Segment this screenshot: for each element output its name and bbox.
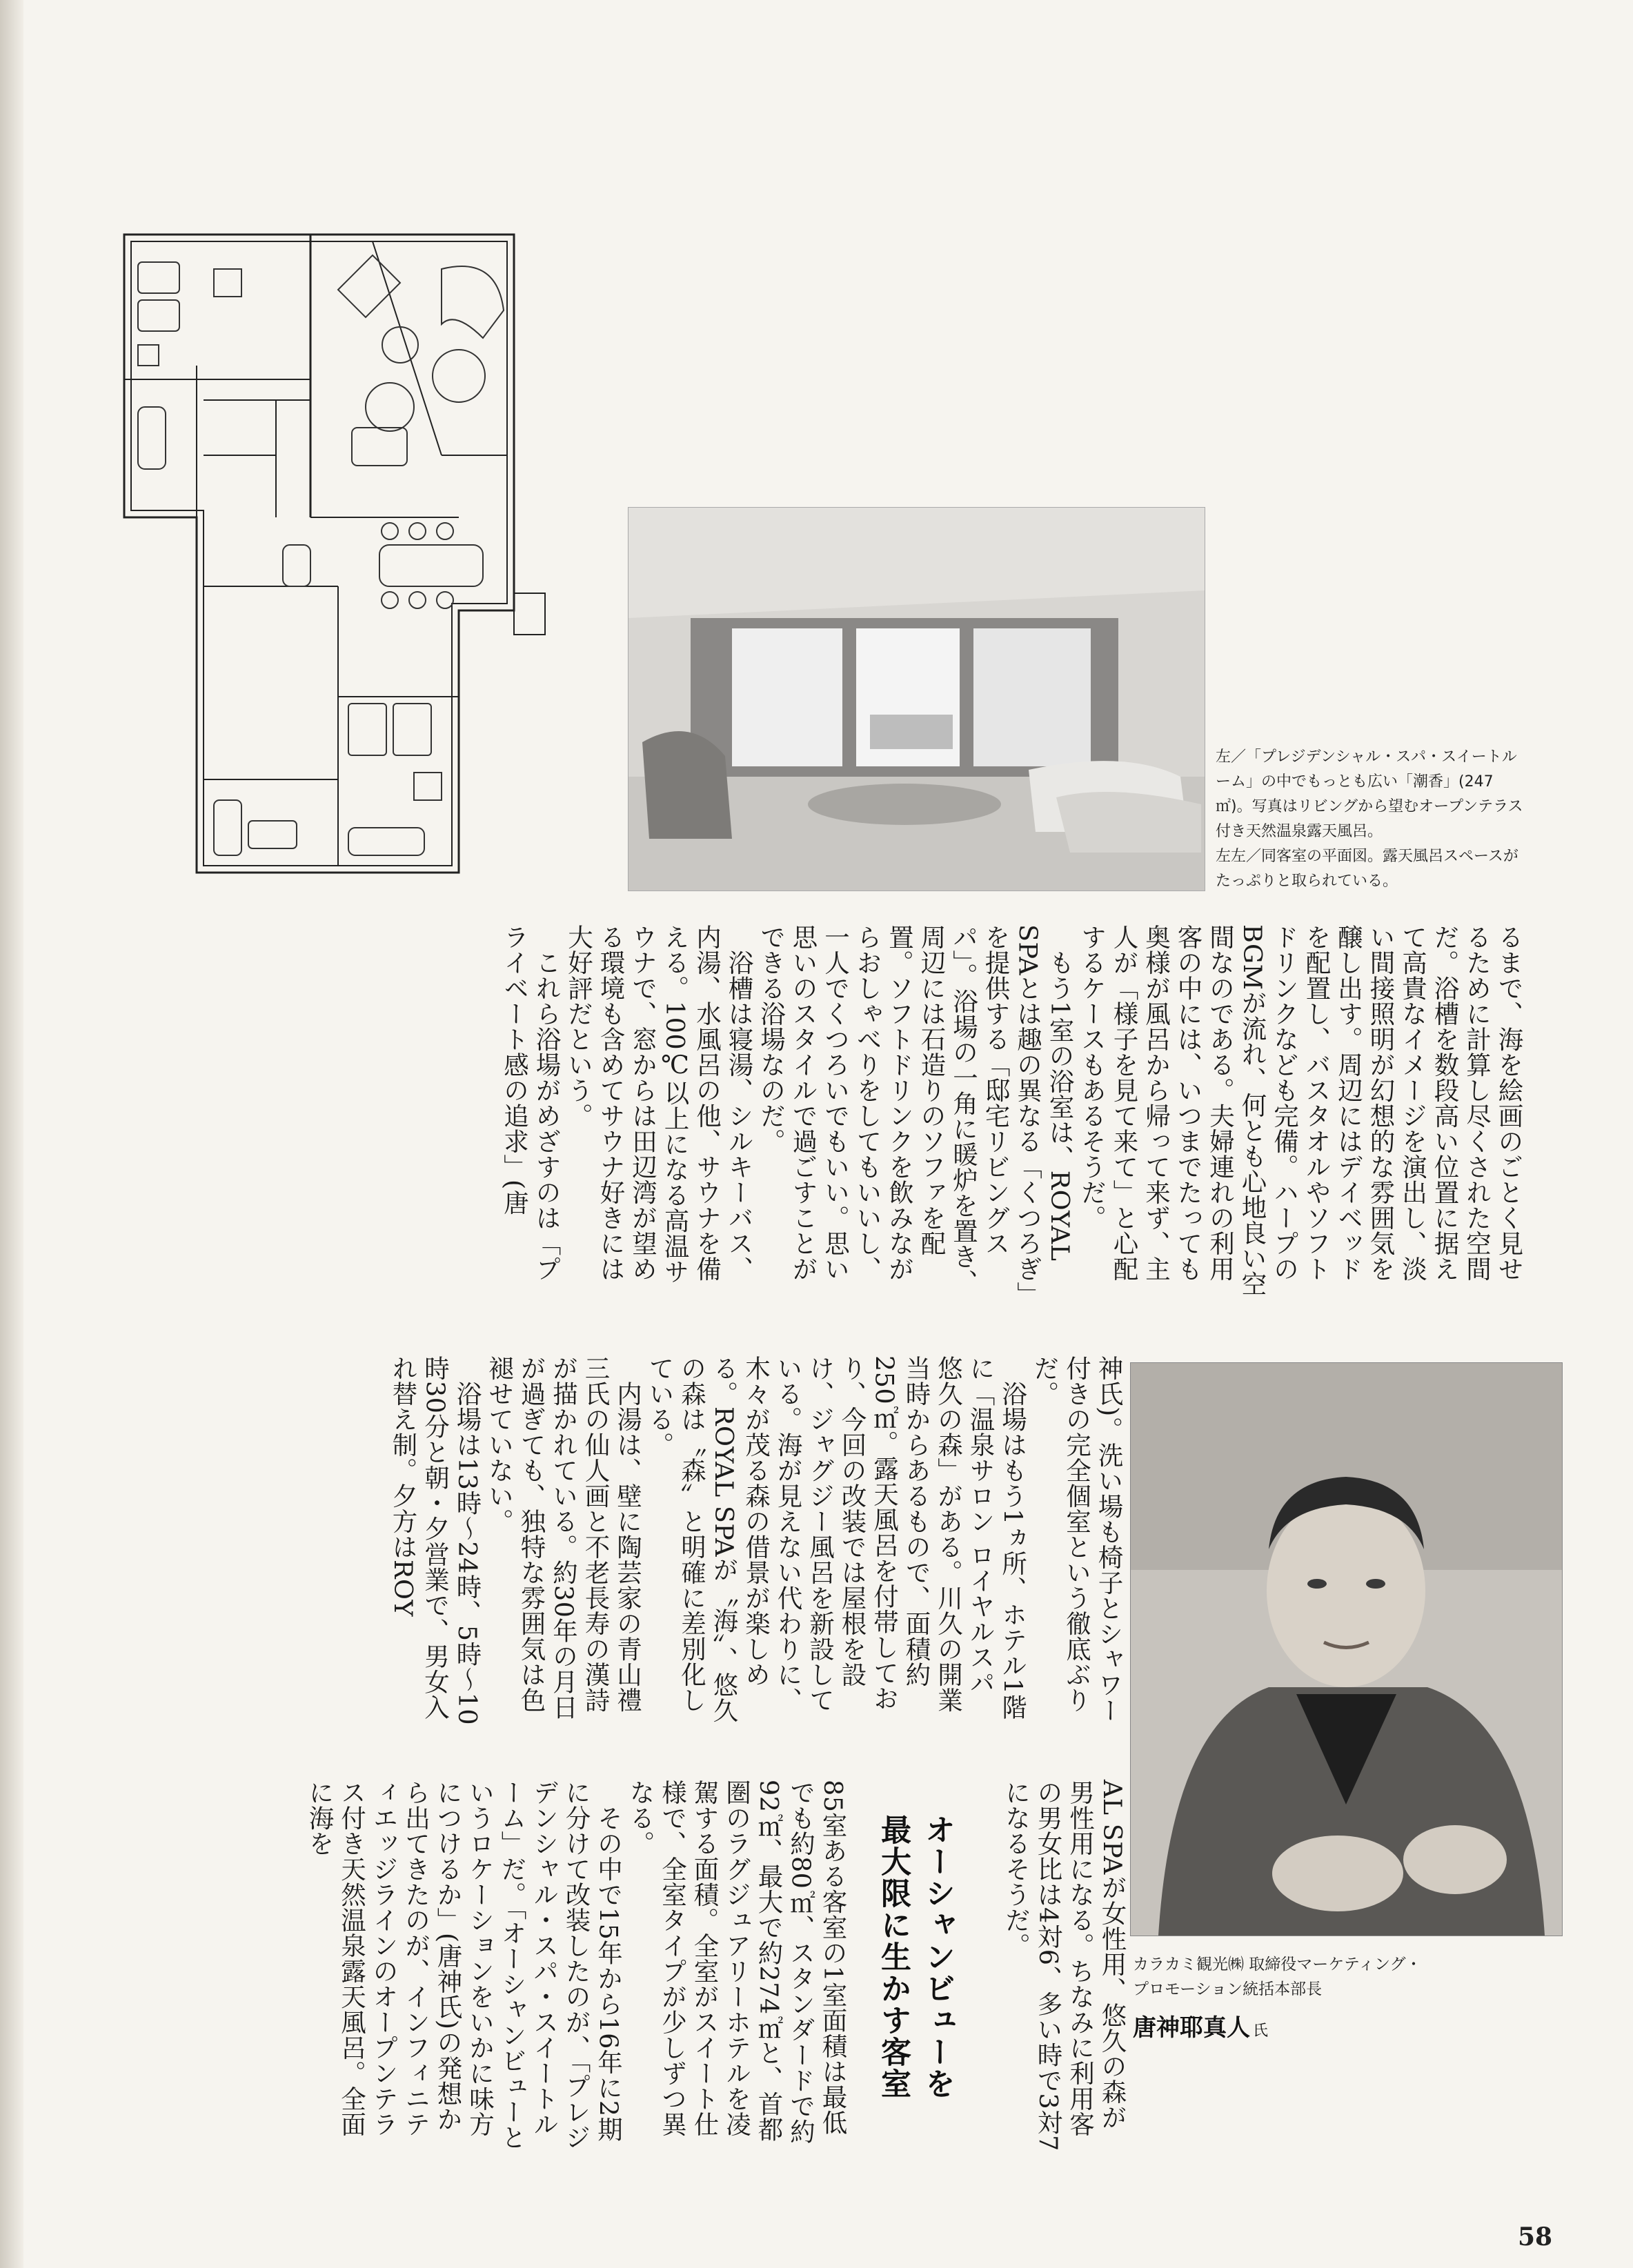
body-column-2 [110,1355,1125,1728]
title-line: プロモーション統括本部長 [1133,1980,1323,1998]
title-line: カラカミ観光㈱ 取締役マーケティング・ [1133,1956,1422,1973]
heading-line: オーシャンビューを [920,1814,955,2100]
body-paragraph: その中で15年から16年に2期に分けて改装したのが、「プレジデンシャル・スパ・スイートルーム」だ。「オーシャンビューというロケーションをいかに味方につけるか」(唐神氏)の発想から出てきたのが、インフィニティエッジラインのオープンテラス付き天然温泉露天風呂。全面に海を [305,1780,624,2150]
section-heading [855,1814,959,2173]
portrait-photo [1130,1362,1563,1936]
caption-line-photo: 左／「プレジデンシャル・スパ・スイートルーム」の中でもっとも広い「潮香」(247㎡)。写真はリビングから望むオープンテラス付き天然温泉露天風呂。 [1216,748,1523,840]
body-paragraph: 85室ある客室の1室面積は最低でも約80㎡、スタンダードで約92㎡、最大で約274㎡と、首都圏のラグジュアリーホテルを凌駕する面積。全室がスイート仕様で、全室タイプが少しずつ異なる。 [626,1780,848,2145]
body-column-3b [110,1780,849,2152]
body-column-3a [962,1780,1128,2152]
interviewee-name [1133,2009,1561,2042]
body-paragraph: 浴場はもう1ヵ所、ホテル1階に「温泉サロン ロイヤルスパ 悠久の森」がある。川久の開業当時からあるもので、面積約250㎡。露天風呂を付帯しており、今回の改装では屋根を設け、ジャグジー風呂を新設している。海が見えない代わりに、木々が茂る森の借景が楽しめる。ROYAL SPAが〝海〟、悠久の森は〝森〟と明確に差別化している。 [645,1355,1028,1723]
photo-caption [1216,745,1526,894]
body-paragraph: るまで、海を絵画のごとく見せるために計算し尽くされた空間だ。浴槽を数段高い位置に据えて高貴なイメージを演出し、淡い間接照明が幻想的な雰囲気を醸し出す。周辺にはデイベッドを配置し、バスタオルやソフトドリンクなども完備。ハープのBGMが流れ、何とも心地良い空間なのである。夫婦連れの利用客の中には、いつまでたっても奥様が風呂から帰って来ず、主人が「様子を見て来て」と心配するケースもあるそうだ。 [1077,924,1524,1297]
body-paragraph: AL SPAが女性用、悠久の森が男性用になる。ちなみに利用客の男女比は4対6、多い時で3対7になるそうだ。 [1001,1780,1127,2151]
body-paragraph: 神氏)。洗い場も椅子とシャワー付きの完全個室という徹底ぶりだ。 [1030,1355,1124,1723]
body-paragraph: もう1室の浴室は、ROYAL SPAとは趣の異なる「くつろぎ」を提供する「邸宅リビングスパ」。浴場の一角に暖炉を置き、周辺には石造りのソファを配置。ソフトドリンクを飲みながらおしゃべりをしてもいいし、一人でくつろいでもいい。思い思いのスタイルで過ごすことができる浴場なのだ。 [756,924,1075,1295]
body-paragraph: 浴場は13時〜24時、5時〜10時30分と朝・夕営業で、男女入れ替え制。夕方はROY [388,1355,482,1725]
heading-line: 最大限に生かす客室 [875,1814,911,2100]
caption-line-floorplan: 左左／同客室の平面図。露天風呂スペースがたっぷりと取られている。 [1216,848,1518,890]
floor-plan-diagram [110,228,593,876]
page-spine-shadow [0,0,23,2268]
living-room-photo [628,507,1205,891]
floor-plan-furniture [138,255,504,855]
body-paragraph: 内湯は、壁に陶芸家の青山禮三氏の仙人画と不老長寿の漢詩が描かれている。約30年の月日が過ぎても、独特な雰囲気は色褪せていない。 [484,1355,643,1720]
body-paragraph: 浴槽は寝湯、シルキーバス、内湯、水風呂の他、サウナを備える。100℃以上になる高温サウナで、窓からは田辺湾が望める環境も含めてサウナ好きには大好評だという。 [564,924,754,1284]
name-text: 唐神耶真人 [1133,2014,1250,2042]
body-paragraph: これら浴場がめざすのは「プライベート感の追求」(唐 [499,924,562,1282]
honorific: 氏 [1253,2022,1269,2040]
page-number: 58 [1518,2222,1553,2251]
floor-plan-outer-wall [124,235,514,873]
interviewee-title [1133,1952,1561,2002]
body-column-1 [110,924,1525,1297]
